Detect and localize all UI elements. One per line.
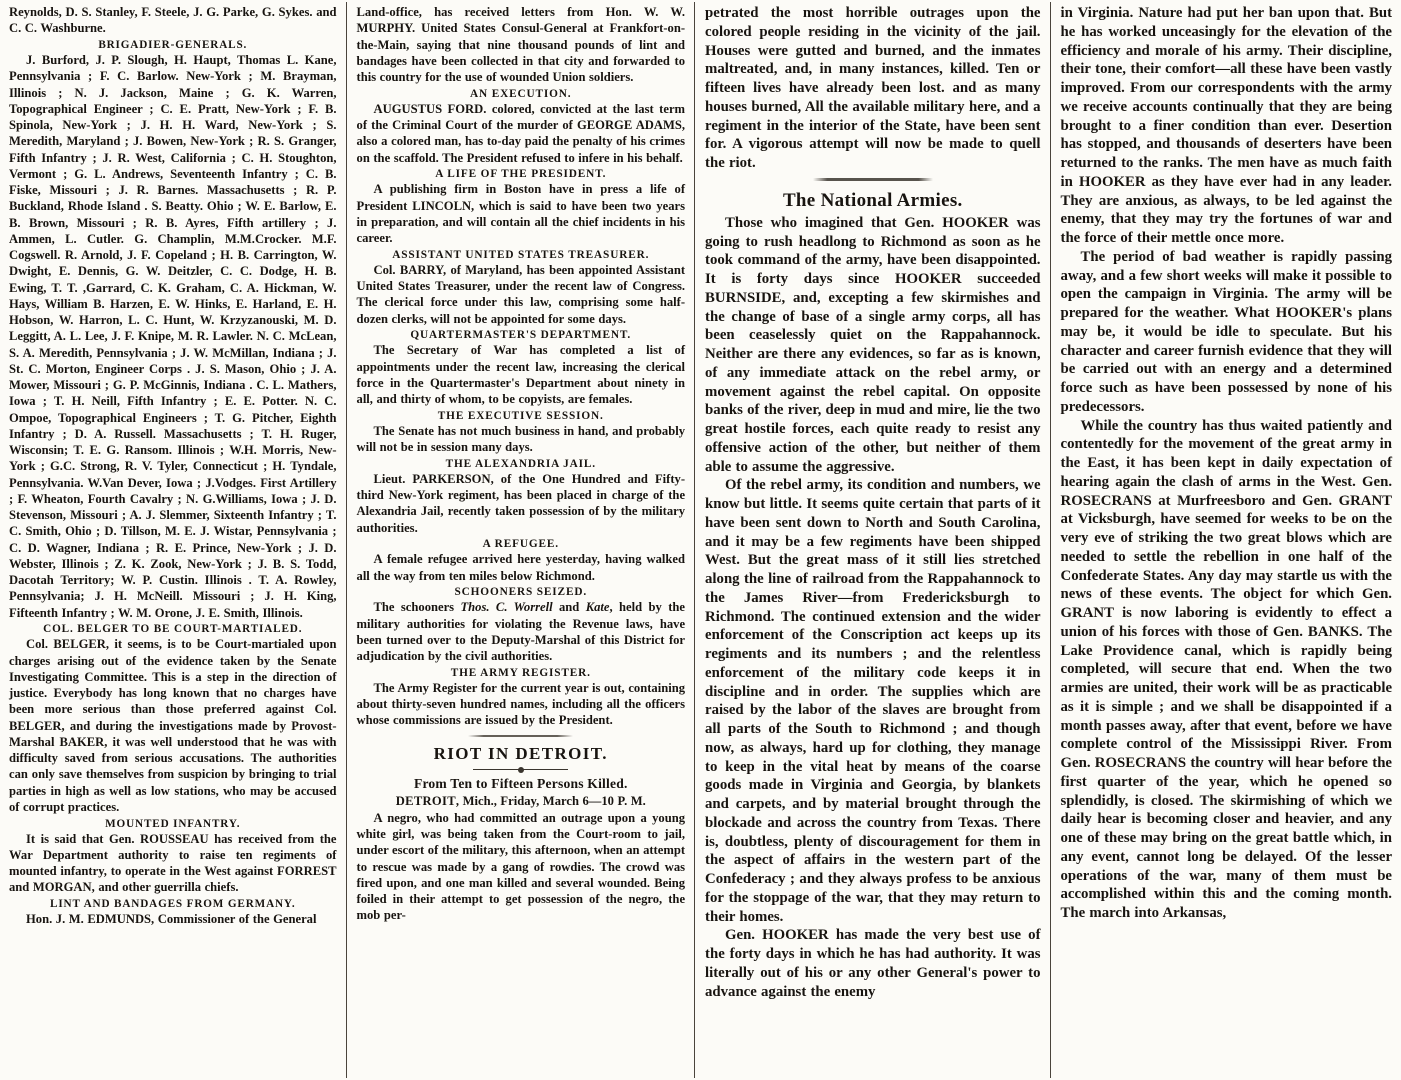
heading-quartermasters-department: QUARTERMASTER'S DEPARTMENT.	[410, 329, 632, 342]
paragraph-mounted-infantry: It is said that Gen. ROUSSEAU has received from the War Department authority to raise ten regiments of mounted infantry, to operate in the West against FORREST and MORGAN, and other guerrilla chiefs.	[9, 831, 337, 895]
schooners-text-a: The schooners	[373, 600, 461, 615]
article-divider-rule	[813, 178, 933, 181]
heading-schooners-seized: SCHOONERS SEIZED.	[454, 586, 588, 599]
heading-executive-session: THE EXECUTIVE SESSION.	[437, 409, 604, 422]
paragraph-armies-3-continued: in Virginia. Nature had put her ban upon that. But he has worked unceasingly for the elevation of the efficiency and morale of his army. Their discipline, their tone, their comfort—all these have been vastly improved. From our correspondents with the army we receive accounts continually that they are being brought to a finer condition than ever. Desertion has stopped, and thousands of deserters have been returned to the ranks. The men have as much faith in HOOKER as they have ever had in any leader. They are anxious, as always, to be led against the enemy, that they may try the fortunes of war and the force of their mettle once more.	[1060, 5, 1393, 246]
heading-army-register: THE ARMY REGISTER.	[450, 666, 591, 679]
column-4	[1052, 0, 1401, 1080]
dateline-detroit	[357, 793, 686, 809]
heading-brigadier-generals: BRIGADIER-GENERALS.	[98, 39, 248, 51]
schooners-text-b: and	[552, 600, 586, 615]
dateline-place: DETROIT	[395, 793, 456, 808]
paragraph-quartermasters-department: The Secretary of War has completed a list of appointments under the recent law, increasing the clerical force in the Quartermaster's Department about ninety in all, and thirty of whom, to be copyists, are females.	[356, 343, 686, 406]
paragraph-belger: Col. BELGER, it seems, is to be Court-martialed upon charges arising out of the evidence taken by the Senate Investigating Committee. This is a step in the direction of justice. Everybody has long known that no charges have been more serious than those preferred against Col. BELGER, and during the investigations made by Provost-Marshal BAKER, it was well understood that he was with difficulty saved from serious accusations. The authorities can only save themselves from suspicion by bringing to trial parties in high as well as low stations, who may be accused of corrupt practices.	[9, 637, 337, 814]
paragraph-executive-session: The Senate has not much business in hand, and probably will not be in session many days.	[356, 423, 686, 454]
paragraph-execution: AUGUSTUS FORD. colored, convicted at the last term of the Criminal Court of the murder of GEORGE ADAMS, also a colored man, has to-day paid the penalty of his crimes on the scaffold. The President refused to infere in his behalf.	[356, 101, 686, 165]
paragraph-lint-continued: Land-office, has received letters from Hon. W. W. MURPHY. United States Consul-General at Frankfort-on-the-Main, saying that nine thousand pounds of lint and bandages have been collected in that city and forwarded to this country for the use of wounded Union soldiers.	[356, 5, 686, 84]
headline-riot-in-detroit: RIOT IN DETROIT.	[433, 743, 608, 763]
paragraph-refugee: A female refugee arrived here yesterday, having walked all the way from ten miles below Richmond.	[356, 552, 686, 583]
ornament-divider	[473, 767, 568, 772]
section-divider-rule	[468, 735, 573, 737]
heading-a-refugee: A REFUGEE.	[482, 538, 559, 551]
column-3	[696, 0, 1049, 1080]
paragraph-army-register: The Army Register for the current year is out, containing about thirty-seven hundred names, including all the officers whose commissions are issued by the President.	[356, 680, 686, 728]
paragraph-brigadiers-list: J. Burford, J. P. Slough, H. Haupt, Thomas L. Kane, Pennsylvania ; F. C. Barlow. New-York ; M. Brayman, Illinois ; N. J. Jackson, Maine ; G. K. Warren, Topographical Engineer ; C. E. Pratt, New-York ; F. B. Spinola, New-York ; J. H. H. Ward, New-York ; S. Meredith, Maryland ; J. Bowen, New-York ; R. S. Granger, Fifth Infantry ; J. R. West, California ; C. H. Stoughton, Vermont ; G. L. Andrews, Seventeenth Infantry ; C. B. Fiske, Missouri ; J. R. Barnes. Massachusetts ; R. P. Buckland, Rhode Island . S. Beatty. Ohio ; W. E. Barlow, E. B. Brown, Missouri ; R. B. Ayres, Fifth artillery ; J. Ammen, L. Cutler. G. Champlin, M.M.Crocker. M.F. Cogswell. R. Arnold, J. F. Copeland ; H. B. Carrington, W. Dwight, E. Dennis, G. W. Deitzler, C. C. Dodge, H. B. Ewing, T. T. ,Garrard, C. K. Graham, C. A. Hickman, W. Hays, William B. Harzen, E. W. Hinks, E. Harland, E. H. Hobson, W. Harron, L. C. Hunt, W. Krzyzanouski, M. D. Leggitt, A. L. Lee, J. F. Knipe, M. R. Lawler. N. C. McLean, S. A. Meredith, Pennsylvania ; J. W. McMillan, Indiana ; J. St. C. Morton, Engineer Corps . J. S. Mason, Ohio ; J. A. Mower, Missouri ; G. P. McGinnis, Indiana . C. L. Mathers, Iowa ; T. H. Neill, Fifth Infantry ; E. E. Potter. N. C. Ompoe, Topographical Engineers ; T. G. Pitcher, Eighth Infantry ; D. A. Russell. Massachusetts ; T. H. Ruger, Wisconsin; T. E. G. Ransom. Illinois ; W.H. Morris, New-York ; G.C. Strong, R. V. Tyler, Connecticut ; H. Tyndale, Pennsylvania. W.Van Dever, Iowa ; J.Vodges. First Artillery ; F. Wheaton, Fourth Cavalry ; N. G.Williams, Iowa ; J. D. Stevenson, Missouri ; A. J. Slemmer, Sixteenth Infantry ; T. C. Smith, Ohio ; D. Tillson, M. E. J. Wistar, Pennsylvania ; C. D. Wagner, Indiana ; R. E. Prince, New-York ; J. D. Webster, Illinois ; Z. K. Zook, New-York ; J. B. S. Todd, Dacotah Territory; W. P. Custin. Illinois . T. A. Rowley, Pennsylvania; J. H. McNeill. Missouri ; J. H. King, Fifteenth Infantry ; W. M. Orone, J. E. Smith, Illinois.	[9, 53, 337, 620]
paragraph-riot-continued: petrated the most horrible outrages upon the colored people residing in the vicinity of the jail. Houses were gutted and burned, and the inmates maltreated, and, in many instances, killed. Ten or fifteen lives have already been lost. and as many houses burned, All the available military here, and a regiment in the interior of the State, have been sent for. A vigorous attempt will now be made to quell the riot.	[705, 5, 1041, 171]
heading-belger-court-martialed: COL. BELGER TO BE COURT-MARTIALED.	[43, 623, 303, 636]
paragraph-schooners-seized	[357, 599, 686, 664]
paragraph-armies-2: Of the rebel army, its condition and numbers, we know but little. It seems quite certain that parts of it have been sent down to North and South Carolina, and it may be a few regiments have been shipped West. But the great mass of it still lies stretched along the line of railroad from the Rappahannock to the James River—from Fredericksburgh to Richmond. The continued extension and the wider enforcement of the Conscription act keeps up its regiments and its numbers ; and the relentless enforcement of the military code keeps it in discipline and in order. The supplies which are raised by the labor of the slaves are brought from all parts of the South to Richmond ; and though now, as always, hard up for clothing, they manage to keep in the vital heat by means of the coarse goods made in Virginia and Georgia, by blankets and carpets, and by material brought through the blockade and across the country from Texas. There is, doubtless, plenty of discouragement for them in the aspect of affairs in the western part of the Confederacy ; and they always profess to be anxious for the stoppage of the war, that they may return to their homes.	[705, 477, 1041, 925]
heading-an-execution: AN EXECUTION.	[470, 87, 572, 100]
paragraph-armies-4: The period of bad weather is rapidly passing away, and a few short weeks will make it possible to open the campaign in Virginia. The army will be prepared for the weather. What HOOKER's plans may be, it would be idle to speculate. But his character and career furnish evidence that they will be carried out with an energy and a determined force such as have been possessed by none of his predecessors.	[1060, 248, 1393, 415]
schooners-text-c: , held by the military authorities for violating the Revenue laws, have been turned over to the Deputy-Marshal of this District for adjudication by the civil authorities.	[356, 600, 686, 663]
column-2	[348, 0, 695, 1080]
paragraph-armies-1: Those who imagined that Gen. HOOKER was going to rush headlong to Richmond as soon as he took command of the army, have been disappointed. It is forty days since HOOKER succeeded BURNSIDE, and, excepting a few skirmishes and the change of base of a single army corps, all has been ceaselessly quiet on the Rappahannock. Neither are there any evidences, so far as is known, of any immediate attack on the rebel army, or movement against the rebel capital. On opposite banks of the river, deep in mud and mire, lie the two great hostile forces, each quite ready to resist any offensive action of the other, but neither of them able to assume the aggressive.	[705, 214, 1041, 475]
paragraph-riot-detroit: A negro, who had committed an outrage upon a young white girl, was being taken from the Court-room to jail, under escort of the military, this afternoon, when an attempt to rescue was made by a gang of rowdies. The crowd was fired upon, and one man killed and several wounded. Being foiled in their attempt to get possession of the negro, the mob per-	[356, 810, 686, 923]
paragraph-assistant-treasurer: Col. BARRY, of Maryland, has been appointed Assistant United States Treasurer, under the recent law of Congress. The clerical force under this law, comprising some half-dozen clerks, will not be appointed for some days.	[356, 262, 686, 326]
heading-mounted-infantry: MOUNTED INFANTRY.	[105, 817, 241, 830]
heading-lint-and-bandages: LINT AND BANDAGES FROM GERMANY.	[50, 898, 296, 910]
heading-alexandria-jail: THE ALEXANDRIA JAIL.	[445, 457, 596, 470]
heading-life-of-the-president: A LIFE OF THE PRESIDENT.	[435, 168, 607, 181]
heading-assistant-treasurer: ASSISTANT UNITED STATES TREASURER.	[392, 248, 650, 261]
paragraph-armies-3: Gen. HOOKER has made the very best use of the forty days in which he has had authority. It was literally out of his or any other General's power to advance against the enemy	[705, 927, 1041, 1000]
headline-the-national-armies: The National Armies.	[782, 189, 963, 211]
column-1	[0, 0, 346, 1080]
dateline-rest: , Mich., Friday, March 6—10 P. M.	[455, 793, 646, 808]
schooner-name-worrell: Thos. C. Worrell	[460, 600, 553, 615]
paragraph-generals-continued: Reynolds, D. S. Stanley, F. Steele, J. G. Parke, G. Sykes. and C. C. Washburne.	[9, 5, 337, 36]
paragraph-life-of-the-president: A publishing firm in Boston have in press a life of President LINCOLN, which is said to have been two years in preparation, and will contain all the chief incidents in his career.	[356, 182, 686, 245]
paragraph-lint-and-bandages: Hon. J. M. EDMUNDS, Commissioner of the General	[26, 912, 317, 926]
schooner-name-kate: Kate	[585, 600, 610, 615]
paragraph-armies-5: While the country has thus waited patiently and contentedly for the movement of the great army in the East, it has been kept in daily expectation of hearing again the clash of arms in the West. Gen. ROSECRANS at Murfreesboro and Gen. GRANT at Vicksburgh, have seemed for weeks to be on the very eve of striking the two great blows which are needed to settle the rebellion in one half of the Confederate States. Any day may startle us with the news of these events. The object for which Gen. GRANT is now laboring is evidently to effect a union of his forces with those of Gen. BANKS. The Lake Providence canal, which is rapidly being completed, will secure that end. When the two armies are united, their work will be as practicable as it is simple ; and we shall be disappointed if a month passes away, after that event, before we have complete control of the Mississippi River. From Gen. ROSECRANS the country will hear before the first quarter of the year, which he opened so splendidly, is closed. The skirmishing of which we daily hear is becoming closer and heavier, and any one of these may bring on the great battle which, in any event, cannot long be delayed. Of the lesser operations of the war, many of them must be accomplished within this and the coming month. The march into Arkansas,	[1060, 417, 1393, 921]
deck-riot-casualties: From Ten to Fifteen Persons Killed.	[413, 775, 628, 791]
paragraph-alexandria-jail: Lieut. PARKERSON, of the One Hundred and Fifty-third New-York regiment, has been placed in charge of the Alexandria Jail, recently taken possession of by the military authorities.	[356, 471, 686, 535]
